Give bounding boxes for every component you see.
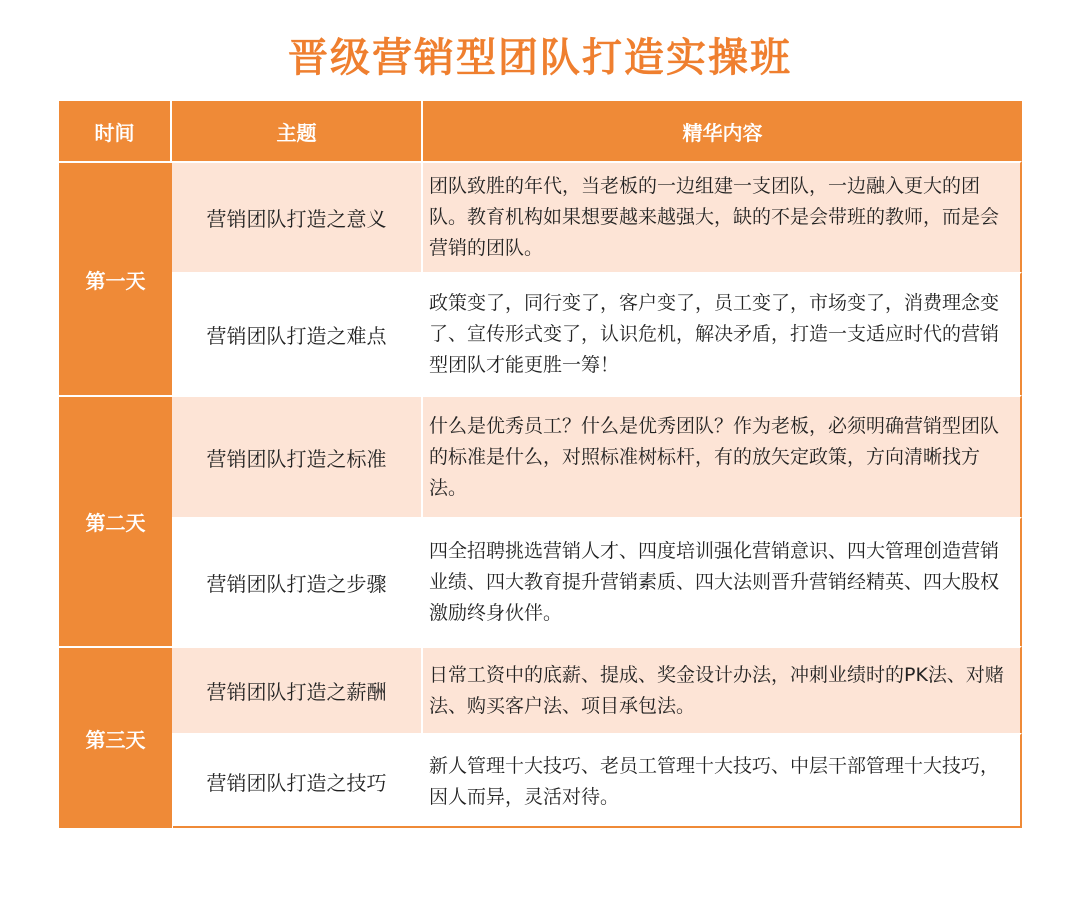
day-label-1: 第一天: [59, 161, 172, 395]
table-row-content: 政策变了，同行变了，客户变了，员工变了，市场变了，消费理念变了、宣传形式变了，认识危机，解决矛盾，打造一支适应时代的营销型团队才能更胜一筹！: [423, 272, 1022, 395]
table-row-topic: 营销团队打造之技巧: [172, 733, 423, 828]
day-label-2: 第二天: [59, 395, 172, 646]
table-row-topic: 营销团队打造之步骤: [172, 517, 423, 646]
table-row-content: 新人管理十大技巧、老员工管理十大技巧、中层干部管理十大技巧，因人而异，灵活对待。: [423, 733, 1022, 828]
table-row-topic: 营销团队打造之意义: [172, 161, 423, 272]
header-content: 精华内容: [423, 101, 1022, 161]
table-row-topic: 营销团队打造之标准: [172, 395, 423, 517]
header-topic: 主题: [172, 101, 423, 161]
page-title: 晋级营销型团队打造实操班: [288, 35, 792, 81]
table-row-content: 什么是优秀员工？什么是优秀团队？作为老板，必须明确营销型团队的标准是什么，对照标准树标杆，有的放矢定政策，方向清晰找方法。: [423, 395, 1022, 517]
table-row-topic: 营销团队打造之难点: [172, 272, 423, 395]
curriculum-table: [59, 101, 1022, 828]
table-bottom-border: [173, 826, 1022, 828]
table-row-topic: 营销团队打造之薪酬: [172, 646, 423, 733]
table-row-content: 团队致胜的年代，当老板的一边组建一支团队，一边融入更大的团队。教育机构如果想要越来越强大，缺的不是会带班的教师，而是会营销的团队。: [423, 161, 1022, 272]
table-row-content: 日常工资中的底薪、提成、奖金设计办法，冲刺业绩时的PK法、对赌法、购买客户法、项目承包法。: [423, 646, 1022, 733]
table-row-content: 四全招聘挑选营销人才、四度培训强化营销意识、四大管理创造营销业绩、四大教育提升营销素质、四大法则晋升营销经精英、四大股权激励终身伙伴。: [423, 517, 1022, 646]
day-label-3: 第三天: [59, 646, 172, 828]
header-time: 时间: [59, 101, 172, 161]
